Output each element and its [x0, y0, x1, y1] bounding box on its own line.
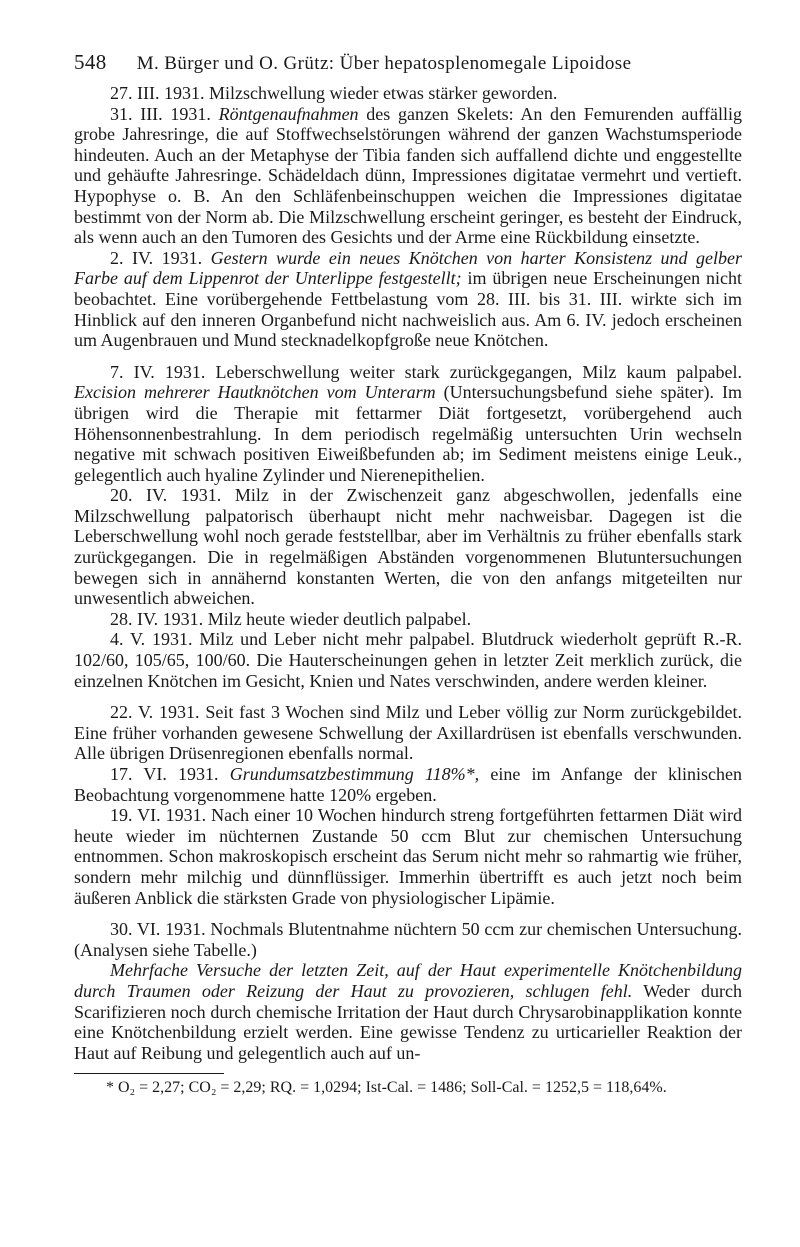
entry-text: Nach einer 10 Wochen hindurch streng fortgeführten fettarmen Diät wird heute wieder im nüchternen Zustande 50 ccm Blut zur chemischen Untersuchung entnommen. Schon makroskopisch erscheint das Serum nicht mehr so rahmartig wie früher, sondern mehr milchig und dünnflüssiger. Immerhin übertrifft es auch jetzt noch beim äußeren Anblick die stärksten Grade von physiologischer Lipämie. — [74, 805, 742, 908]
entry-emphasis: Mehrfache Versuche der letzten Zeit, auf der Haut experimentelle Knötchenbildung durch Traumen oder Reizung der Haut zu provozieren, schlugen fehl. — [74, 960, 742, 1001]
page-number: 548 — [74, 50, 107, 74]
entry-text: des ganzen Skelets: An den Femurenden auffällig grobe Jahresringe, die auf Stoffwechselstörungen während der ganzen Wachstumsperiode hindeuten. Auch an der Metaphyse der Tibia fanden sich auffallend dichte und enggestellte und gehäufte Jahresringe. Schädeldach dünn, Impressiones digitatae vermehrt und vertieft. Hypophyse o. B. An den Schläfenbeinschuppen weichen die Impressiones digitatae bestimmt von der Norm ab. Die Milzschwellung erscheint geringer, es besteht der Eindruck, als wenn auch an den Tumoren des Gesichts und der Arme eine Rückbildung einsetzte. — [74, 103, 743, 248]
entry-paragraph — [74, 248, 742, 351]
entry-paragraph — [74, 104, 742, 248]
entry-paragraph — [74, 485, 742, 609]
entry-date: 28. IV. 1931. — [110, 608, 204, 629]
entry-date: 22. V. 1931. — [110, 702, 200, 723]
entry-date: 20. IV. 1931. — [110, 485, 222, 506]
footnote-rule — [74, 1073, 224, 1074]
entry-paragraph — [74, 764, 742, 805]
footnote: * O₂ = 2,27; CO₂ = 2,29; RQ. = 1,0294; Ist-Cal. = 1486; Soll-Cal. = 1252,5 = 118,64%. — [106, 1079, 667, 1097]
article-body — [74, 83, 742, 1063]
entry-date: 31. III. 1931. — [110, 103, 211, 124]
entry-text: Milz heute wieder deutlich palpabel. — [207, 608, 472, 629]
entry-date: 17. VI. 1931. — [110, 764, 219, 784]
entry-emphasis: Gestern wurde ein neues Knötchen von harter Konsistenz und gelber Farbe auf dem Lippenrot der Unterlippe festgestellt; — [74, 247, 743, 289]
entry-paragraph — [74, 805, 742, 908]
entry-emphasis: Excision mehrerer Hautknötchen vom Unterarm — [74, 382, 436, 403]
entry-date: 27. III. 1931. — [110, 83, 205, 103]
entry-text: Seit fast 3 Wochen sind Milz und Leber völlig zur Norm zurückgebildet. Eine früher vorhanden gewesene Schwellung der Axillardrüsen ist ebenfalls verschwunden. Alle übrigen Drüsenregionen ebenfalls normal. — [74, 702, 743, 764]
entry-paragraph — [74, 960, 742, 1063]
entry-text: eine im Anfange der klinischen Beobachtung vorgenommene hatte 120% ergeben. — [74, 764, 743, 805]
entry-text: Milz und Leber nicht mehr palpabel. Blutdruck wiederholt geprüft R.-R. 102/60, 105/65, 100/60. Die Hauterscheinungen gehen in letzter Zeit merklich zurück, die einzelnen Knötchen im Gesicht, Knien und Nates verschwinden, andere werden kleiner. — [74, 629, 743, 691]
entry-text: im übrigen neue Erscheinungen nicht beobachtet. Eine vorübergehende Fettbelastung vom 28. III. bis 31. III. wirkte sich im Hinblick auf den inneren Organbefund nicht nachweislich aus. Am 6. IV. jedoch erscheinen um Augenbrauen und Mund stecknadelkopfgroße neue Knötchen. — [74, 268, 742, 351]
entry-paragraph — [74, 919, 742, 960]
entry-date: 2. IV. 1931. — [110, 247, 203, 268]
entry-text: (Untersuchungsbefund siehe später). Im übrigen wird die Therapie mit fettarmer Diät fortgesetzt, vorübergehend auch Höhensonnenbestrahlung. In dem periodisch regelmäßig untersuchten Urin wechseln negative mit schwach positiven Eiweißbefunden ab; im Sediment meistens einige Leuk., gelegentlich auch hyaline Zylinder und Nierenepithelien. — [74, 382, 742, 485]
entry-paragraph — [74, 362, 742, 486]
entry-date: 30. VI. 1931. — [110, 919, 206, 940]
entry-text: Milzschwellung wieder etwas stärker geworden. — [208, 83, 558, 103]
entry-text: Leberschwellung weiter stark zurückgegangen, Milz kaum palpabel. — [215, 361, 743, 382]
entry-paragraph — [74, 83, 742, 104]
entry-paragraph — [74, 609, 742, 630]
entry-paragraph — [74, 629, 742, 691]
entry-text: Weder durch Scarifizieren noch durch chemische Irritation der Haut durch Chrysarobinapplikation konnte eine Knötchenbildung erzielt werden. Eine gewisse Tendenz zu urticarieller Reaktion der Haut auf Reibung und gelegentlich auch auf un- — [74, 980, 742, 1063]
entry-paragraph — [74, 702, 742, 764]
entry-emphasis: Grundumsatzbestimmung 118%*, — [229, 764, 480, 784]
entry-emphasis: Röntgenaufnahmen — [218, 103, 359, 124]
entry-date: 7. IV. 1931. — [110, 361, 206, 382]
entry-text: Milz in der Zwischenzeit ganz abgeschwollen, jedenfalls eine Milzschwellung palpatorisch überhaupt nicht mehr nachweisbar. Dagegen ist die Leberschwellung wohl noch gerade feststellbar, aber im Verhältnis zu früher ebenfalls stark zurückgegangen. Die in regelmäßigen Abständen vorgenommenen Blutuntersuchungen bewegen sich in annähernd konstanten Werten, die von den anfangs mitgeteilten nur unwesentlich abweichen. — [74, 485, 742, 609]
entry-date: 19. VI. 1931. — [110, 805, 207, 826]
running-title: M. Bürger und O. Grütz: Über hepatosplenomegale Lipoidose — [136, 53, 632, 74]
entry-text: Nochmals Blutentnahme nüchtern 50 ccm zur chemischen Untersuchung. (Analysen siehe Tabelle.) — [74, 919, 743, 960]
entry-date: 4. V. 1931. — [110, 629, 193, 650]
running-header — [74, 50, 742, 75]
